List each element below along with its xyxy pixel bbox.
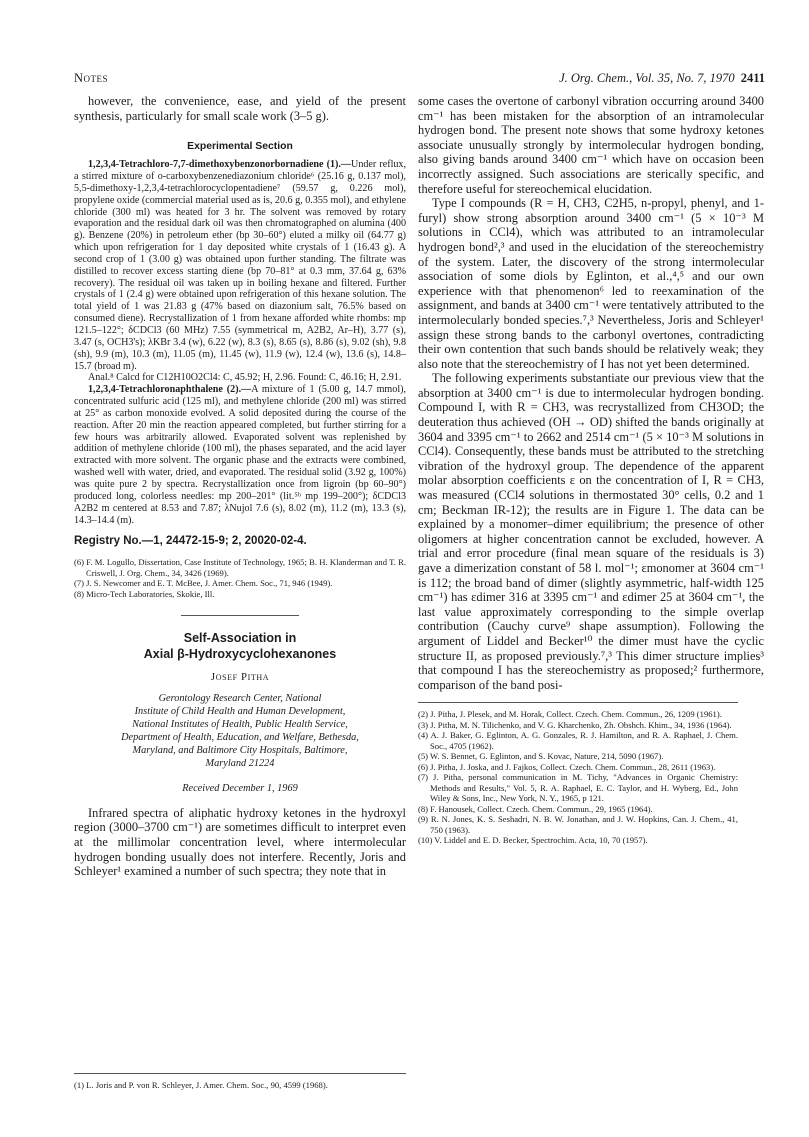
body-paragraph-1: some cases the overtone of carbonyl vibration occurring around 3400 cm⁻¹ has been mistaken for the absorption of an intramolecular hydrogen bond. The present note shows that some hydroxy ketones associate unusually strongly by intermolecular hydrogen bonding, also giving bands around 3400 cm⁻¹ which have on occasion been incorrectly assigned. Such associations are sterically specific, and therefore useful for stereochemical elucidation. — [418, 94, 764, 196]
author-name: Josef Pitha — [210, 671, 270, 684]
bottom-footnote: (1) L. Joris and P. von R. Schleyer, J. Amer. Chem. Soc., 90, 4599 (1968). — [74, 1073, 406, 1091]
article-title-line-1: Self-Association in — [183, 631, 297, 646]
abstract-paragraph: Infrared spectra of aliphatic hydroxy ketones in the hydroxyl region (3000–3700 cm⁻¹) are sometimes difficult to interpret even at the millimolar concentration level, where intermolecular hydrogen bonding usually does not interfere. Recently, Joris and Schleyer¹ examined a number of such spectra; they note that in — [74, 805, 406, 879]
affiliation-line: National Institutes of Health, Public Health Service, — [132, 719, 348, 731]
experiment-1-body: Under reflux, a stirred mixture of o-carboxybenzenediazonium chloride⁶ (25.16 g, 0.137 mol), 5,5-dimethoxy-1,2,3,4-tetrachlorocyclopentadiene⁷ (59.57 g, 0.226 mol), propylene oxide (commercial material used as is, 20.6 g, 0.355 mol), and ethylene chloride (300 ml) was heated for 3 hr. The solvent was removed by rotary evaporation and the residual dark oil was then chromatographed on alumina (400 g). Benzene (20%) in petroleum ether (bp 30–60°) eluted a milky oil (64.77 g) which upon refrigeration for 1 day deposited white crystals of 1 (16.43 g). A second crop of 1 (3.00 g) was obtained upon further standing. The filtrate was distilled to recover excess starting diene (bp 70–81° at 0.3 mm, 37.64 g, 63% recovery). The residual oil was taken up in boiling hexane and filtered. Further crystals of 1 (2.4 g) were obtained upon refrigeration of this hexane solution. The total yield of 1 was 21.83 g (47% based on diazonium salt, 76.5% based on consumed diene). Recrystallization of 1 from hexane afforded white rhombs: mp 121.5–122°; δCDCl3 (60 MHz) 7.55 (symmetrical m, A2B2, Ar–H), 3.77 (s), 3.47 (s, OCH3's); λKBr 3.4 (w), 6.22 (w), 8.3 (s), 8.65 (s), 8.86 (s), 9.02 (sh), 9.8 (sh), 9.9 (m), 10.3 (m), 11.05 (m), 11.45 (w), 11.9 (w), 12.4 (w), 13.6 (s), 14.8–15.7 (broad m). — [74, 159, 406, 372]
right-column — [418, 94, 764, 846]
experiment-2-body: A mixture of 1 (5.00 g, 14.7 mmol), concentrated sulfuric acid (125 ml), and methylene chloride (200 ml) was stirred at 25° as carbon monoxide evolved. A solid deposited during the course of the reaction. After 20 min the reaction appeared completed, but further stirring for a few hours was arbitrarily allowed. Evaporated solvent was replenished by addition of methylene chloride (100 ml), the phases separated, and the acid layer extracted with more solvent. The organic phase and the extracts were combined, washed well with water, dried, and evaporated. The residual solid (3.92 g, 100%) was quite pure 2 by spectra. Recrystallization once from ligroin (bp 60–90°) produced long, colorless needles: mp 200–201° (lit.⁵ᵇ mp 199–200°); δCDCl3 A2B2 m centered at 8.53 and 7.87; λNujol 7.6 (s), 8.02 (m), 11.2 (m), 13.3 (s), 14.3–14.4 (m). — [74, 384, 407, 526]
left-column — [74, 94, 406, 879]
affiliation-line: Institute of Child Health and Human Development, — [134, 706, 346, 718]
footnote: (6) F. M. Logullo, Dissertation, Case Institute of Technology, 1965; B. H. Klanderman and T. R. Criswell, J. Org. Chem., 34, 3426 (1969). — [74, 557, 406, 578]
footnote: (3) J. Pitha, M. N. Tilichenko, and V. G. Kharchenko, Zh. Obshch. Khim., 34, 1936 (1964). — [418, 719, 732, 730]
footnote: (6) J. Pitha, J. Joska, and J. Fajkos, Collect. Czech. Chem. Commun., 28, 2611 (1963). — [418, 761, 716, 772]
left-footnotes — [74, 557, 406, 599]
footnote: (2) J. Pitha, J. Plesek, and M. Horak, Collect. Czech. Chem. Commun., 26, 1209 (1961). — [418, 709, 722, 720]
received-date: Received December 1, 1969 — [182, 782, 298, 794]
footnote: (8) Micro-Tech Laboratories, Skokie, Ill. — [74, 588, 215, 599]
experiment-2-title: 1,2,3,4-Tetrachloronaphthalene (2).— — [88, 384, 252, 396]
body-paragraph-3: The following experiments substantiate our previous view that the absorption at 3400 cm⁻¹ is due to intermolecular hydrogen bonding. Compound I, with R = CH3, was recrystallized from CH3OD; the deuteration thus achieved (OH → OD) shifted the bands originally at 3604 and 3395 cm⁻¹ to 2662 and 2514 cm⁻¹ (5 × 10⁻³ M solutions in CCl4). Consequently, these bands must be attributed to the stretching vibration of the hydroxyl group. The dependence of the apparent molar absorption coefficients ε on the concentration of I, R = CH3, was measured (CCl4 solutions in thermostated 30° cells, 0.2 and 1 cm; Beckman IR-12); the results are in Figure 1. The data can be explained by a monomer–dimer equilibrium; the presence of other oligomers at higher concentration cannot be excluded, however. A trial and error procedure (final mean square of the residuals is 3) gave a dimerization constant of 58 l. mol⁻¹; εmonomer at 3604 cm⁻¹ is 112; the broad band of dimer (slightly asymmetric, half-width 125 cm⁻¹) has εdimer 316 at 3395 cm⁻¹ and εdimer 25 at 3604 cm⁻¹, the last value approximately corresponding to the simple overlap contribution (Cauchy curve⁹ shape assumption). Following the argument of Liddel and Becker¹⁰ the dimer must have the cyclic structure II, as proposed previously.⁷,³ This dimer structure implies³ that compound I has the stereochemistry as proposed;² furthermore, comparison of the band posi- — [418, 371, 764, 692]
footnote: (10) V. Liddel and E. D. Becker, Spectrochim. Acta, 10, 70 (1957). — [418, 835, 648, 846]
article-title-line-2: Axial β-Hydroxycyclohexanones — [143, 647, 337, 662]
registry-numbers: Registry No.—1, 24472-15-9; 2, 20020-02-4. — [74, 535, 307, 548]
affiliation-line: Maryland 21224 — [205, 757, 275, 769]
affiliation-line: Department of Health, Education, and Welfare, Bethesda, — [121, 732, 359, 744]
body-paragraph-2: Type I compounds (R = H, CH3, C2H5, n-propyl, phenyl, and 1-furyl) show strong absorption around 3400 cm⁻¹ (5 × 10⁻³ M solutions in CCl4), which was attributed to an intramolecular hydrogen bond²,³ and used in the elucidation of the stereochemistry of the system. Later, the discovery of the strong intermolecular association of some diols by Eglinton, et al.,⁴,⁵ and our own experience with that phenomenon⁶ led to reexamination of the assignment, and bands at 3400 cm⁻¹ were tentatively attributed to the intermolecularly bonded species.⁷,³ Nevertheless, Joris and Schleyer¹ assign these strong bands to the carbonyl overtones, contradicting their own contention that such bands should be relatively weak; they also note that the stereochemistry of I has not yet been determined. — [418, 196, 764, 371]
experiment-1-paragraph — [74, 159, 406, 372]
experimental-section-heading: Experimental Section — [187, 141, 293, 153]
footnote: (5) W. S. Bennet, G. Eglinton, and S. Kovac, Nature, 214, 5090 (1967). — [418, 751, 664, 762]
page-number: 2411 — [740, 71, 765, 85]
experiment-1-title: 1,2,3,4-Tetrachloro-7,7-dimethoxybenzonorbornadiene (1).— — [88, 159, 352, 171]
affiliation-line: Maryland, and Baltimore City Hospitals, Baltimore, — [132, 744, 348, 756]
intro-paragraph: however, the convenience, ease, and yield of the present synthesis, particularly for small scale work (3–5 g). — [74, 94, 406, 123]
affiliation-line: Gerontology Research Center, National — [158, 693, 322, 705]
right-footnotes — [418, 702, 738, 846]
running-head-journal — [559, 71, 765, 85]
author-affiliation — [74, 693, 406, 770]
footnote: (4) A. J. Baker, G. Eglinton, A. G. Gonzales, R. J. Hamilton, and R. A. Raphael, J. Chem. Soc., 4705 (1962). — [418, 730, 738, 751]
article-divider — [181, 615, 299, 616]
footnote: (7) J. Pitha, personal communication in M. Tichy, "Advances in Organic Chemistry: Methods and Results," Vol. 5, R. A. Raphael, E. C. Taylor, and H. Wyberg, Ed., John Wiley & Sons, Inc., New York, N. Y., 1965, p 121. — [418, 772, 738, 804]
footnote: (9) R. N. Jones, K. S. Seshadri, N. B. W. Jonathan, and J. W. Hopkins, Can. J. Chem., 41, 750 (1963). — [418, 814, 738, 835]
footnote: (8) F. Hanousek, Collect. Czech. Chem. Commun., 29, 1965 (1964). — [418, 803, 653, 814]
experiment-2-paragraph — [74, 384, 406, 526]
experiment-1-analysis: Anal.⁸ Calcd for C12H10O2Cl4: C, 45.92; H, 2.96. Found: C, 46.16; H, 2.91. — [88, 372, 402, 384]
footnote: (7) J. S. Newcomer and E. T. McBee, J. Amer. Chem. Soc., 71, 946 (1949). — [74, 578, 333, 589]
running-head-section: Notes — [74, 71, 109, 85]
journal-citation: J. Org. Chem., Vol. 35, No. 7, 1970 — [559, 71, 735, 85]
